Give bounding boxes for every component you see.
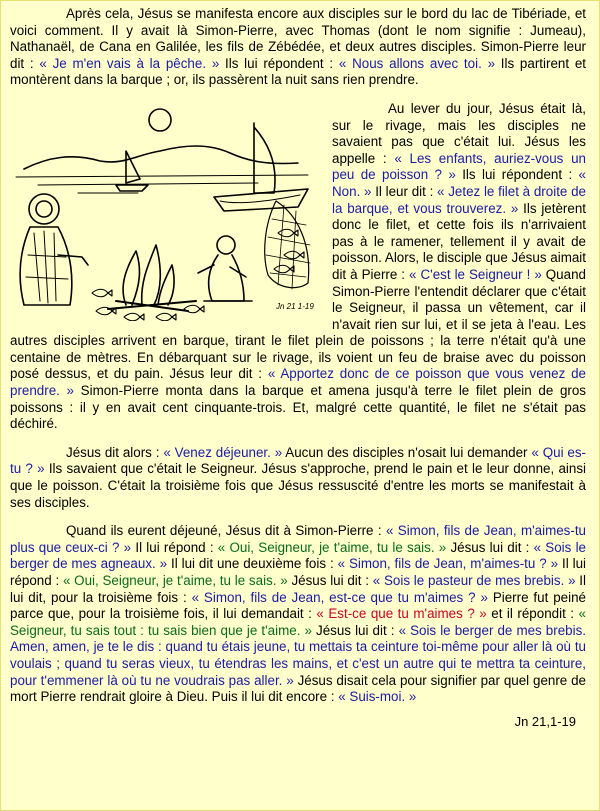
mountains-icon — [24, 146, 298, 169]
paragraph-1: Après cela, Jésus se manifesta encore aux disciples sur le bord du lac de Tibériade, et voici comment. Il y avait là Simon-Pierre, avec Thomas (dont le nom signifie : Jumeau), Nathanaël, de Cana en Galilée, les fils de Zébédée, et deux autres disciples. Simon-Pierre leur dit : « Je m'en vais à la pêche. » Ils lui répondent : « Nous allons avec toi. » Ils partirent et montèrent dans la barque ; or, ils passèrent la nuit sans rien prendre. — [10, 6, 586, 88]
illustration-fishing-scene — [8, 105, 328, 321]
jesus-quote: « Venez déjeuner. » — [163, 444, 283, 460]
peter-quote: « Seigneur, tu sais tout : tu sais bien que je t'aime. » — [10, 606, 586, 638]
paragraph-2: Jn 21 1-19 Au lever du jour, Jésus était là, sur le rivage, mais les disciples ne savaient pas que c'était lui. Jésus les appelle : « Les enfants, auriez-vous un peu de poisson ? » Ils lui répondent : « Non. » Il leur dit : « Jetez le filet à droite de la barque, et vous trouverez. » Ils jetèrent donc le filet, et cette fois ils n'arrivaient pas à le ramener, tellement il y avait de poisson. Alors, le disciple que Jésus aimait dit à Pierre : « C'est le Seigneur ! » Quand Simon-Pierre l'entendit déclarer que c'était le Seigneur, il passa un vêtement, car il n'avait rien sur lui, et il se jeta à l'eau. Les autres disciples arrivent en barque, tirant le filet plein de poissons ; la terre n'était qu'à une centaine de mètres. En débarquant sur le rivage, ils voient un feu de braise avec du poisson posé dessus, et du pain. Jésus leur dit : « Apportez donc de ce poisson que vous venez de prendre. » Simon-Pierre monta dans la barque et amena jusqu'à terre le filet plein de gros poissons : il y en avait cent cinquante-trois. Et, malgré cette quantité, le filet ne s'était pas déchiré. — [10, 100, 587, 432]
jesus-quote: « Sois le pasteur de mes brebis. » — [372, 573, 576, 588]
jesus-quote: « Suis-moi. » — [338, 689, 417, 705]
disciple-quote: « C'est le Seigneur ! » — [409, 266, 542, 282]
jesus-quote: « Les enfants, auriez-vous un peu de poisson ? » — [332, 150, 586, 183]
disciples-quote: « Qui es-tu ? » — [10, 444, 587, 477]
jesus-quote: « Simon, fils de Jean, m'aimes-tu plus que ceux-ci ? » — [10, 523, 586, 555]
disciple-figure-icon — [198, 236, 252, 301]
jesus-quote: « Apportez donc de ce poisson que vous venez de prendre. » — [10, 366, 586, 399]
paragraph-3: Jésus dit alors : « Venez déjeuner. » Aucun des disciples n'osait lui demander « Qui es-tu ? » Ils savaient que c'était le Seigneur. Jésus s'approche, prend le pain et le leur donne, ainsi que le poisson. C'était la troisième fois que Jésus ressuscité d'entre les morts se manifestait à ses disciples. — [10, 444, 587, 510]
sun-icon — [149, 109, 171, 131]
peter-quote: « Oui, Seigneur, je t'aime, tu le sais. » — [217, 539, 447, 555]
jesus-quote: « Sois le berger de mes brebis. Amen, amen, je te le dis : quand tu étais jeune, tu mettais ta ceinture toi-même pour aller là où tu voulais ; quand tu seras vieux, tu étendras les mains, et c'est un autre qui te mettra ta ceinture, pour t'emmener là où tu ne voudrais pas aller. » — [10, 622, 587, 688]
illustration-signature: Jn 21 1-19 — [276, 301, 314, 311]
jesus-quote: « Simon, fils de Jean, est-ce que tu m'aimes ? » — [191, 589, 488, 605]
repeated-question-quote: « Est-ce que tu m'aimes ? » — [316, 606, 487, 622]
paragraph-4: Quand ils eurent déjeuné, Jésus dit à Simon-Pierre : « Simon, fils de Jean, m'aimes-tu plus que ceux-ci ? » Il lui répond : « Oui, Seigneur, je t'aime, tu le sais. » Jésus lui dit : « Sois le berger de mes agneaux. » Il lui dit une deuxième fois : « Simon, fils de Jean, m'aimes-tu ? » Il lui répond : « Oui, Seigneur, je t'aime, tu le sais. » Jésus lui dit : « Sois le pasteur de mes brebis. » Il lui dit, pour la troisième fois : « Simon, fils de Jean, est-ce que tu m'aimes ? » Pierre fut peiné parce que, pour la troisième fois, il lui demandait : « Est-ce que tu m'aimes ? » et il répondit : « Seigneur, tu sais tout : tu sais bien que je t'aime. » Jésus lui dit : « Sois le berger de mes brebis. Amen, amen, je te le dis : quand tu étais jeune, tu mettais ta ceinture toi-même pour aller là où tu voulais ; quand tu seras vieux, tu étendras les mains, et c'est un autre qui te mettra ta ceinture, pour t'emmener là où tu ne voudrais pas aller. » Jésus disait cela pour signifier par quel genre de mort Pierre rendrait gloire à Dieu. Puis il lui dit encore : « Suis-moi. » — [10, 523, 587, 705]
jesus-figure-icon — [20, 194, 88, 305]
boat-icon — [214, 189, 308, 211]
scripture-reference: Jn 21,1-19 — [514, 713, 576, 729]
gospel-text — [10, 6, 586, 730]
jesus-quote: « Sois le berger de mes agneaux. » — [10, 539, 586, 572]
disciples-quote: « Non. » — [332, 167, 586, 199]
jesus-quote: « Jetez le filet à droite de la barque, et vous trouverez. » — [332, 183, 586, 216]
peter-quote: « Oui, Seigneur, je t'aime, tu le sais. » — [62, 573, 288, 588]
jesus-quote: « Je m'en vais à la pêche. » — [39, 55, 220, 71]
jesus-quote: « Simon, fils de Jean, m'aimes-tu ? » — [337, 556, 559, 572]
campfire-icon — [108, 245, 196, 311]
sailboat-icon — [116, 151, 148, 191]
boat-sail-icon — [254, 123, 275, 193]
disciples-quote: « Nous allons avec toi. » — [338, 55, 496, 71]
